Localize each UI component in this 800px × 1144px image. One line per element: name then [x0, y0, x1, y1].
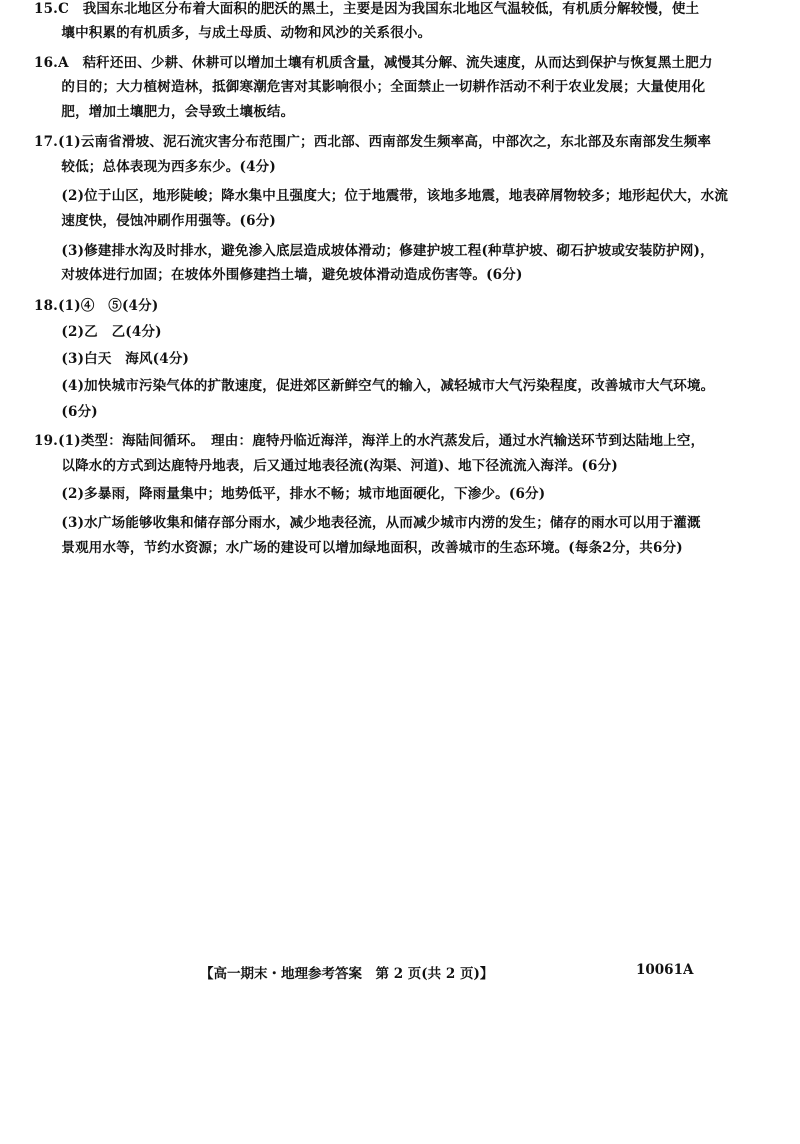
answer-17-line-6: 对坡体进行加固；在坡体外围修建挡土墙，避免坡体滑动造成伤害等。(6分) — [34, 267, 523, 283]
answer-17-line-5: (3)修建排水沟及时排水，避免渗入底层造成坡体滑动；修建护坡工程(种草护坡、砌石护坡或安装防护网)， — [34, 243, 714, 259]
page-footer-title: 【高一期末・地理参考答案 第 2 页(共 2 页)】 — [200, 966, 494, 982]
answer-15-line-2: 壤中积累的有机质多，与成土母质、动物和风沙的关系很小。 — [34, 25, 432, 41]
answer-19-line-2: 以降水的方式到达鹿特丹地表，后又通过地表径流(沟渠、河道)、地下径流流入海洋。(6分) — [34, 458, 618, 474]
answer-17-line-2: 较低；总体表现为西多东少。(4分) — [34, 159, 276, 175]
answer-16-line-2: 的目的；大力植树造林，抵御寒潮危害对其影响很小；全面禁止一切耕作活动不利于农业发展；大量使用化 — [34, 79, 706, 95]
answer-19-line-5: 景观用水等，节约水资源；水广场的建设可以增加绿地面积，改善城市的生态环境。(每条2分，共6分) — [34, 540, 683, 556]
answer-18-line-1: 18.(1)④ ⑤(4分) — [34, 298, 159, 314]
answer-19-line-4: (3)水广场能够收集和储存部分雨水，减少地表径流，从而减少城市内涝的发生；储存的雨水可以用于灌溉 — [34, 515, 701, 531]
answer-17-line-3: (2)位于山区，地形陡峻；降水集中且强度大；位于地震带，该地多地震，地表碎屑物较多；地形起伏大，水流 — [34, 188, 729, 204]
answer-15-line-1: 15.C 我国东北地区分布着大面积的肥沃的黑土，主要是因为我国东北地区气温较低，有机质分解较慢，使土 — [34, 1, 700, 17]
answer-18-line-2: (2)乙 乙(4分) — [34, 324, 162, 340]
answer-18-line-5: (6分) — [34, 404, 98, 420]
answer-17-line-1: 17.(1)云南省滑坡、泥石流灾害分布范围广；西北部、西南部发生频率高，中部次之，东北部及东南部发生频率 — [34, 134, 712, 150]
answer-19-line-1: 19.(1)类型：海陆间循环。 理由：鹿特丹临近海洋，海洋上的水汽蒸发后，通过水汽输送环节到达陆地上空， — [34, 433, 705, 449]
answer-17-line-4: 速度快，侵蚀冲刷作用强等。(6分) — [34, 213, 276, 229]
answer-16-line-3: 肥，增加土壤肥力，会导致土壤板结。 — [34, 104, 295, 120]
answer-19-line-3: (2)多暴雨，降雨量集中；地势低平，排水不畅；城市地面硬化，下渗少。(6分) — [34, 486, 546, 502]
page-footer-code: 10061A — [636, 962, 694, 978]
answer-18-line-3: (3)白天 海风(4分) — [34, 351, 190, 367]
answer-18-line-4: (4)加快城市污染气体的扩散速度，促进郊区新鲜空气的输入，减轻城市大气污染程度，改善城市大气环境。 — [34, 378, 715, 394]
answer-16-line-1: 16.A 秸秆还田、少耕、休耕可以增加土壤有机质含量，减慢其分解、流失速度，从而达到保护与恢复黑土肥力 — [34, 55, 713, 71]
